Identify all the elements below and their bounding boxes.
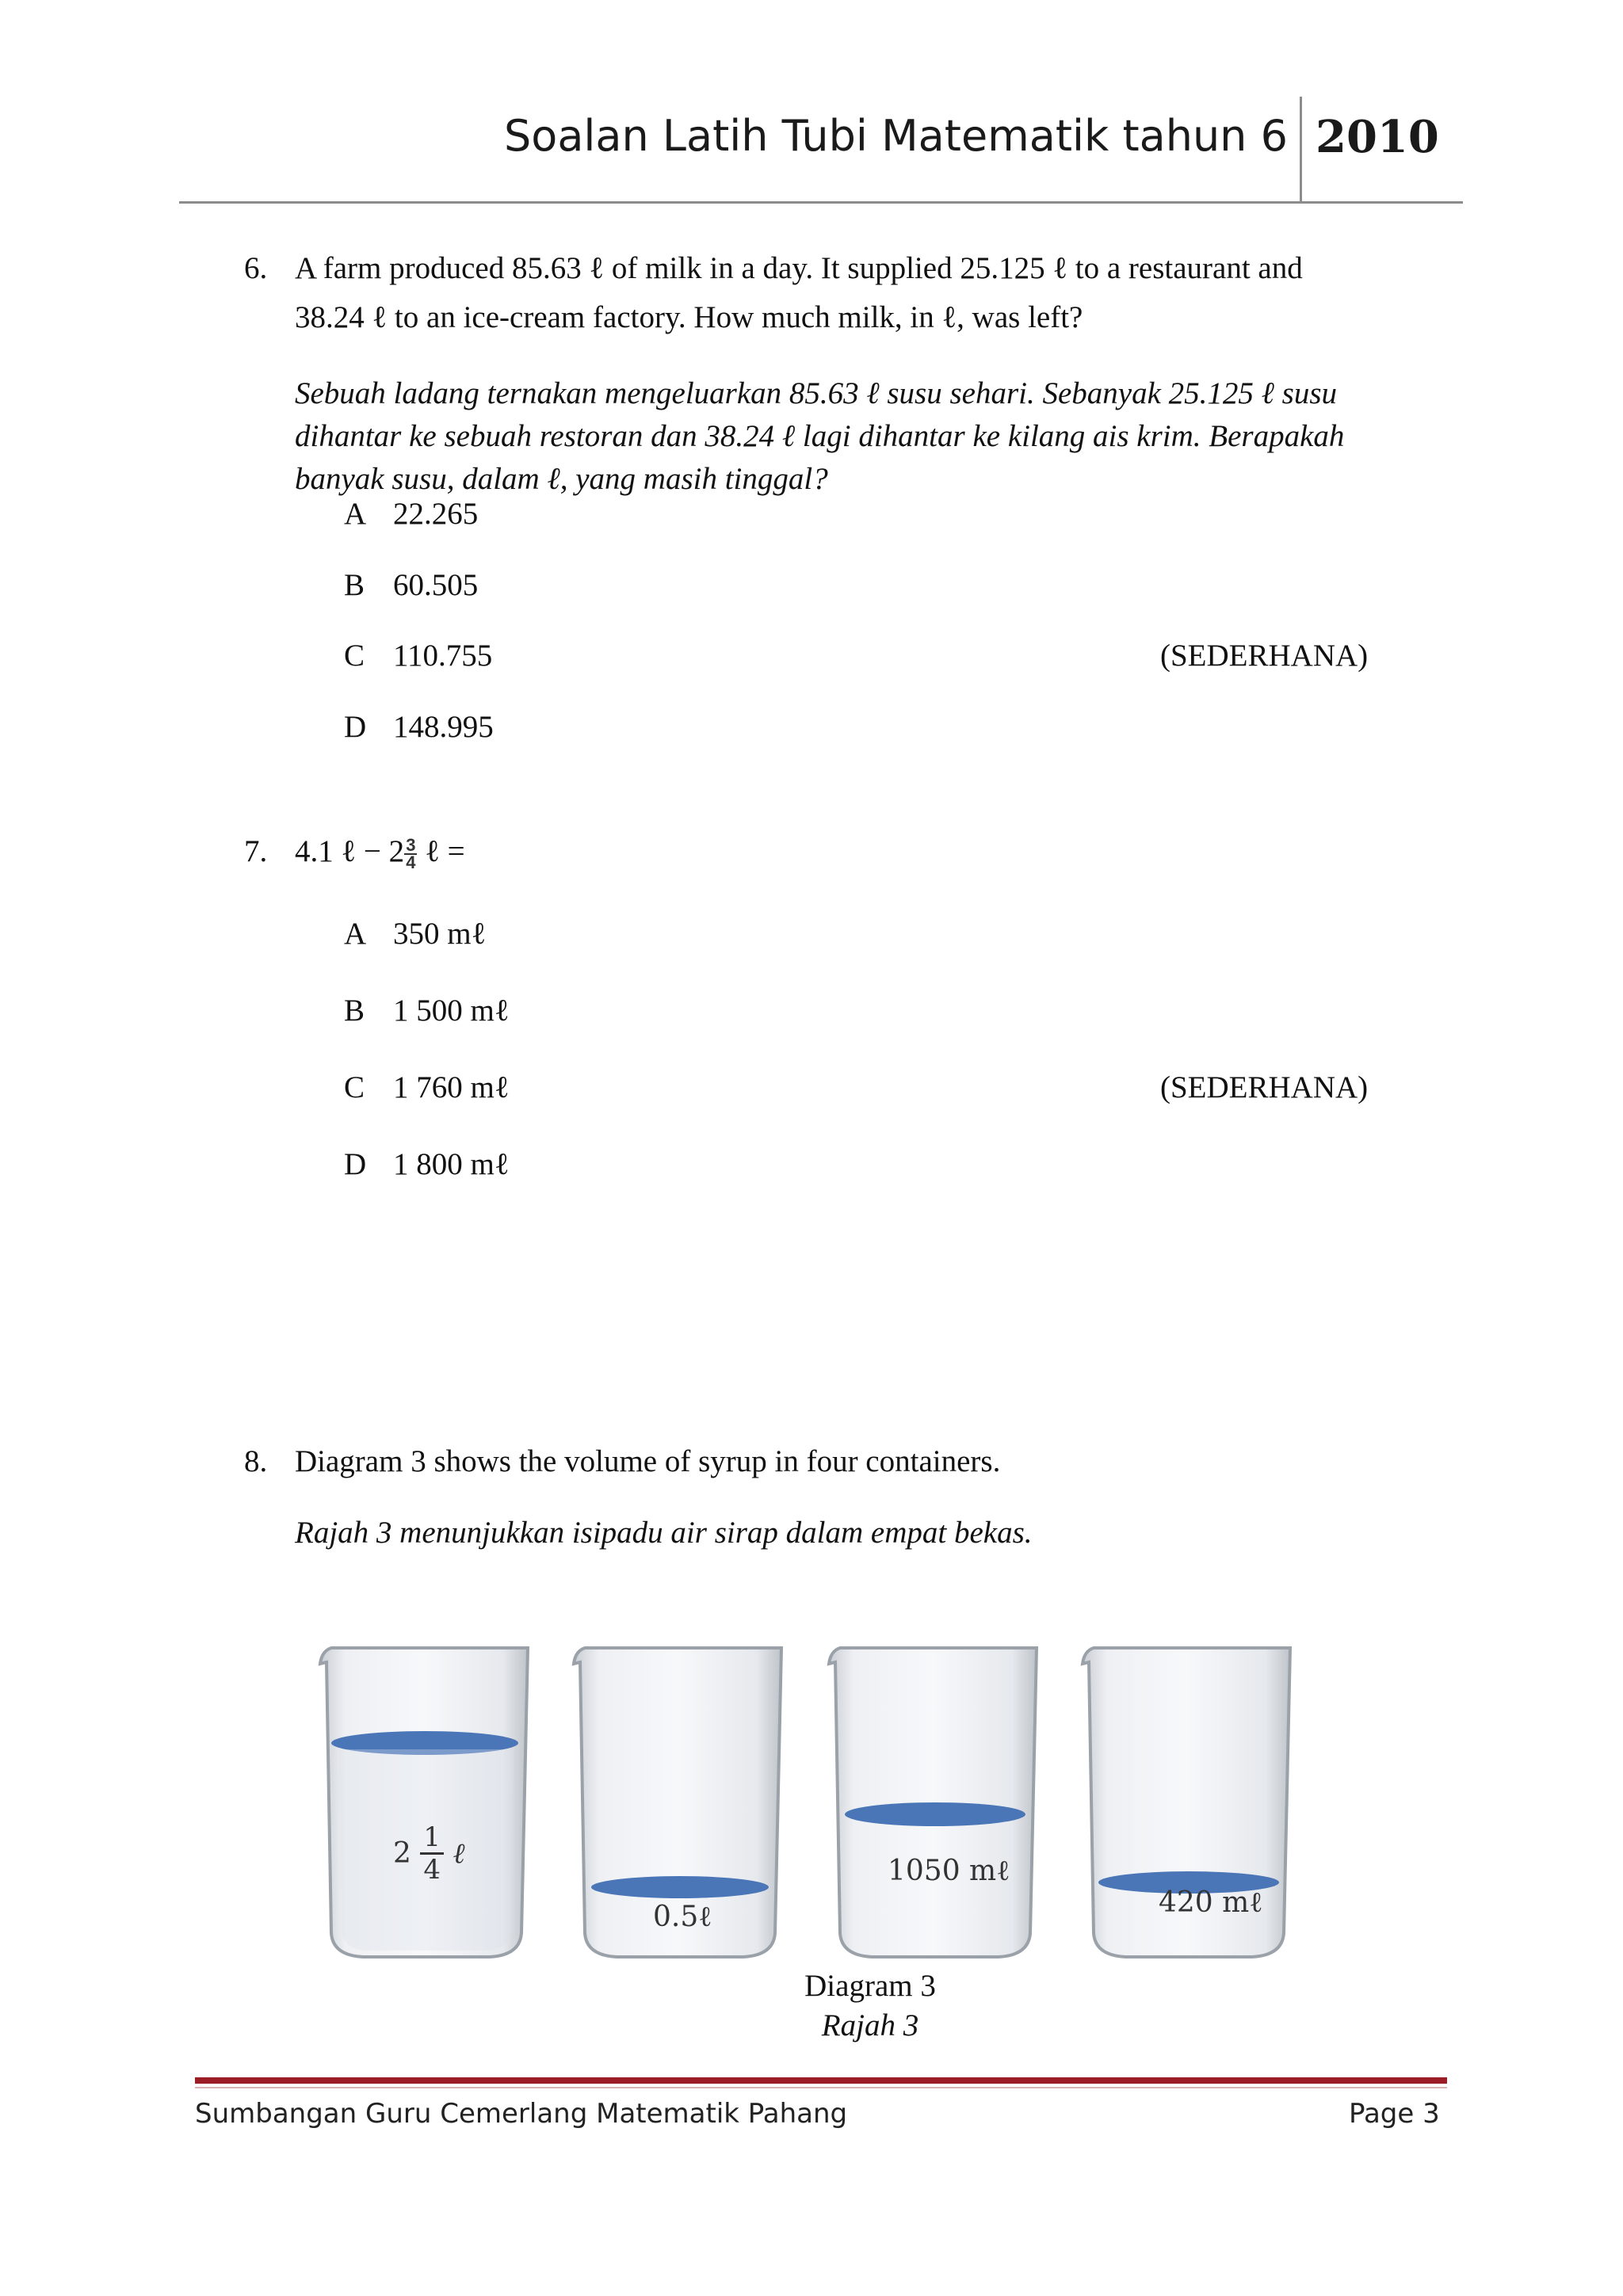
- beaker-1: [320, 1648, 528, 1957]
- question-7-option-a[interactable]: [344, 916, 486, 952]
- question-6-option-d[interactable]: [344, 709, 494, 745]
- beaker-2-label: 0.5ℓ: [653, 1901, 712, 1933]
- option-letter: A: [344, 497, 367, 531]
- footer-page-number: Page 3: [1349, 2098, 1440, 2130]
- option-text: 148.995: [393, 710, 494, 744]
- beaker-1-numerator: 1: [420, 1822, 444, 1855]
- question-7-difficulty: (SEDERHANA): [1160, 1070, 1369, 1104]
- question-7-expression: [295, 827, 465, 876]
- expression-part: 4.1 ℓ − 2: [295, 834, 405, 868]
- diagram-caption-malay: Rajah 3: [821, 2008, 919, 2042]
- page-header-year: 2010: [1316, 111, 1439, 163]
- question-6-number: 6.: [244, 251, 268, 285]
- question-6-text-line1: A farm produced 85.63 ℓ of milk in a day. It supplied 25.125 ℓ to a restaurant and: [295, 251, 1303, 285]
- beaker-1-denominator: 4: [423, 1854, 441, 1886]
- question-8-text-line1: Diagram 3 shows the volume of syrup in four containers.: [295, 1444, 1001, 1478]
- question-6-malay-line3: banyak susu, dalam ℓ, yang masih tinggal?: [295, 462, 828, 496]
- fraction-numerator: 3: [406, 835, 416, 856]
- footer-rule-thin: [195, 2087, 1447, 2088]
- header-rule: [179, 201, 1463, 204]
- beaker-4-label: 420 mℓ: [1159, 1886, 1263, 1919]
- question-6-difficulty: (SEDERHANA): [1160, 639, 1369, 673]
- question-7-number: 7.: [244, 834, 268, 868]
- question-6-text-line2: 38.24 ℓ to an ice-cream factory. How much milk, in ℓ, was left?: [295, 300, 1083, 334]
- question-7-option-b[interactable]: [344, 993, 510, 1028]
- page-header-title: Soalan Latih Tubi Matematik tahun 6: [504, 111, 1288, 161]
- option-letter: A: [344, 917, 367, 951]
- footer-rule: [195, 2077, 1447, 2084]
- diagram-3-beakers: [301, 1624, 1331, 1989]
- fraction-denominator: 4: [406, 852, 416, 873]
- question-6-malay-line2: dihantar ke sebuah restoran dan 38.24 ℓ lagi dihantar ke kilang ais krim. Berapakah: [295, 419, 1345, 453]
- beaker-1-label: [393, 1822, 464, 1885]
- option-letter: C: [344, 639, 365, 673]
- option-text: 1 800 mℓ: [393, 1147, 510, 1181]
- option-letter: D: [344, 1147, 367, 1181]
- beaker-3-label: 1050 mℓ: [888, 1855, 1010, 1887]
- option-text: 60.505: [393, 568, 479, 602]
- expression-part: ℓ =: [417, 834, 465, 868]
- question-8-malay-line1: Rajah 3 menunjukkan isipadu air sirap dalam empat bekas.: [295, 1516, 1033, 1550]
- option-text: 1 760 mℓ: [393, 1070, 510, 1104]
- beaker-1-fraction: [420, 1822, 444, 1885]
- diagram-caption: Diagram 3: [804, 1969, 936, 2003]
- mixed-fraction: [404, 837, 417, 871]
- option-text: 1 500 mℓ: [393, 994, 510, 1028]
- question-6-option-b[interactable]: [344, 567, 478, 603]
- option-text: 22.265: [393, 497, 479, 531]
- option-text: 350 mℓ: [393, 917, 487, 951]
- option-letter: C: [344, 1070, 365, 1104]
- question-6-option-c[interactable]: [344, 638, 492, 673]
- question-7-option-d[interactable]: [344, 1146, 510, 1182]
- option-letter: D: [344, 710, 367, 744]
- header-vertical-divider: [1300, 97, 1302, 201]
- footer-left-text: Sumbangan Guru Cemerlang Matematik Pahang: [195, 2098, 848, 2130]
- option-letter: B: [344, 568, 365, 602]
- option-text: 110.755: [393, 639, 493, 673]
- beaker-1-unit: ℓ: [453, 1837, 465, 1871]
- beaker-3: [829, 1648, 1037, 1957]
- question-6-option-a[interactable]: [344, 496, 478, 532]
- option-letter: B: [344, 994, 365, 1028]
- beaker-1-whole: 2: [393, 1837, 411, 1870]
- question-8-number: 8.: [244, 1444, 268, 1478]
- question-7-option-c[interactable]: [344, 1070, 510, 1105]
- question-6-malay-line1: Sebuah ladang ternakan mengeluarkan 85.63 ℓ susu sehari. Sebanyak 25.125 ℓ susu: [295, 376, 1338, 410]
